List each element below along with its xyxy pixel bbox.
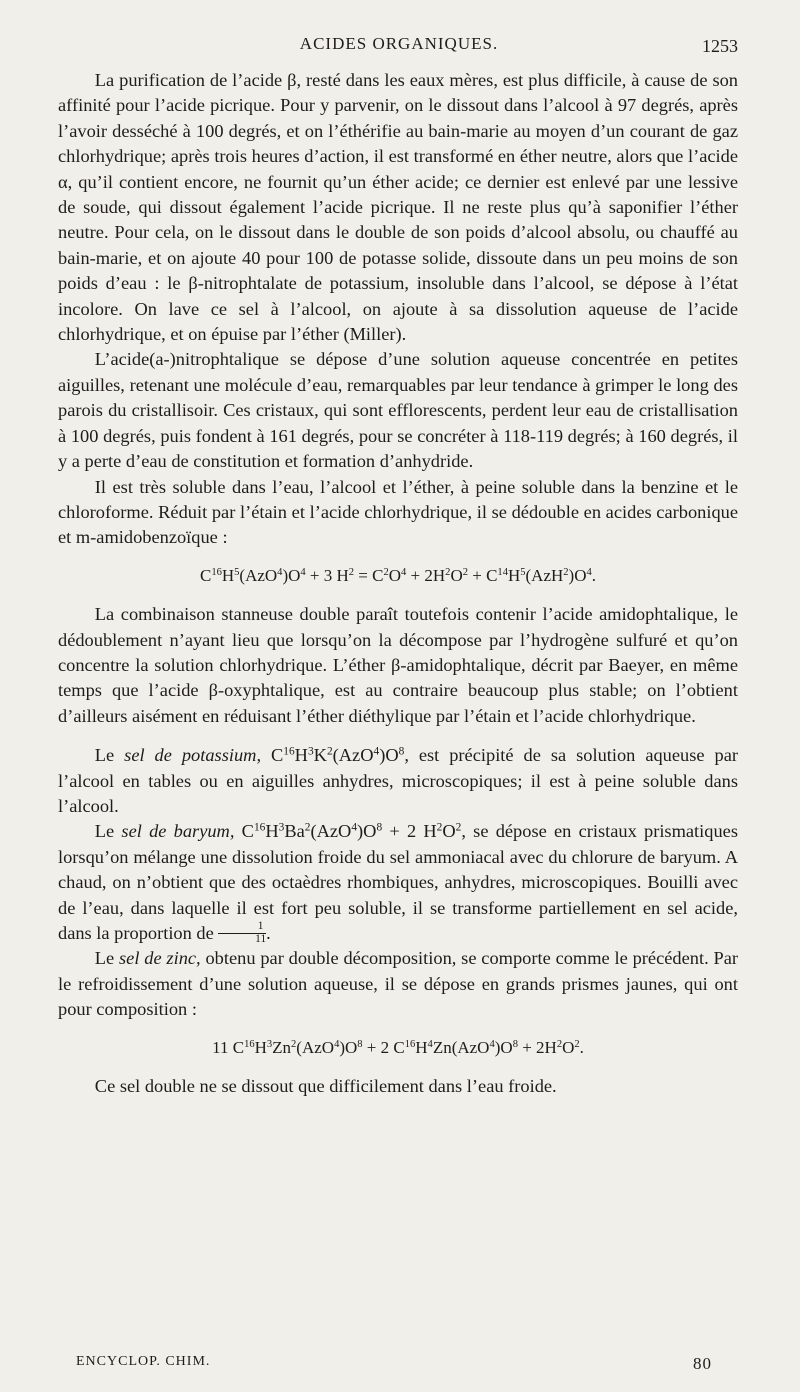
page-footer [76, 1354, 712, 1376]
paragraph-sel-zinc: Le sel de zinc, obtenu par double décomposition, se comporte comme le précédent. Par le refroidissement d’une solution aqueuse, il se dépose en grands prismes jaunes, qui ont pour composition : [58, 948, 738, 1020]
sheet-number: 80 [693, 1354, 712, 1373]
zinc-salt-formula: 11 $C^{16}H^3Zn^2(AzO^4)O^8 + 2$ $C^{16}H^4Zn(AzO^4)O^8 + 2H^2O^2$. [212, 1037, 584, 1057]
paragraph-amidophtalique: La combinaison stanneuse double paraît toutefois contenir l’acide amidophtalique, le dédoublement n’ayant lieu que lorsqu’on la décompose par l’hydrogène sulfuré et qu’on concentre la solution chlorhydrique. L’éther β-amidophtalique, décrit par Baeyer, en même temps que l’acide β-oxyphtalique, est au contraire beaucoup plus stable; on l’obtient d’ailleurs aisément en réduisant l’éther diéthylique par l’étain et l’acide chlorhydrique. [58, 604, 738, 726]
paragraph-nitrophtalique: L’acide(a-)nitrophtalique se dépose d’une solution aqueuse concentrée en petites aiguilles, retenant une molécule d’eau, remarquables par leur tendance à grimper le long des parois du cristallisoir. Ces cristaux, qui sont efflorescents, perdent leur eau de cristallisation à 100 degrés, puis fondent à 161 degrés, pour se concréter à 118-119 degrés; à 160 degrés, il y a perte d’eau de constitution et formation d’anhydride. [58, 349, 738, 472]
reduction-equation: $C^{16}H^5(AzO^4)O^4 + 3$ $H^2 = C^2O^4 + 2H^2O^2 + C^{14}H^5(AzH^2)O^4$. [199, 565, 596, 585]
text-body [58, 68, 738, 1099]
running-header [60, 34, 738, 60]
fraction-one-eleventh: $\frac{1}{11}$ [218, 921, 266, 945]
page-number: 1253 [702, 36, 738, 56]
signature-mark: ENCYCLOP. CHIM. [76, 1354, 211, 1369]
paragraph-sel-potassium: Le sel de potassium, $C^{16}H^3K^2(AzO^4)O^8$, est précipité de sa solution aqueuse par l’alcool en tables ou en aiguilles anhydres, microscopiques; il est à peine soluble dans l’alcool. [58, 745, 738, 816]
paragraph-purification: La purification de l’acide β, resté dans les eaux mères, est plus difficile, à cause de son affinité pour l’acide picrique. Pour y parvenir, on le dissout dans l’alcool à 97 degrés, après l’avoir desséché à 100 degrés, et on l’éthérifie au bain-marie au moyen d’un courant de gaz chlorhydrique; après trois heures d’action, il est transformé en éther neutre, alors que l’acide α, qu’il contient encore, ne fournit qu’un éther acide; ce dernier est enlevé par une lessive de soude, qui dissout également l’acide picrique. Il ne reste plus qu’à saponifier l’éther neutre. Pour cela, on le dissout dans le double de son poids d’alcool absolu, ou chauffé au bain-marie, et on ajoute 40 pour 100 de potasse solide, dissoute dans un peu moins de son poids d’eau : le β-nitrophtalate de potassium, insoluble dans l’alcool, se dépose à l’état incolore. On lave ce sel à l’alcool, on ajoute à sa dissolution aqueuse de l’acide chlorhydrique, et on épuise par l’éther (Miller). [58, 70, 738, 345]
paragraph-solubilite: Il est très soluble dans l’eau, l’alcool et l’éther, à peine soluble dans la benzine et le chloroforme. Réduit par l’étain et l’acide chlorhydrique, il se dédouble en acides carbonique et m-amidobenzoïque : [58, 476, 738, 548]
header-title: ACIDES ORGANIQUES. [299, 34, 499, 53]
paragraph-sel-double: Ce sel double ne se dissout que difficilement dans l’eau froide. [94, 1076, 557, 1097]
paragraph-sel-baryum: Le sel de baryum, $C^{16}H^3Ba^2(AzO^4)O^8 + 2$ $H^2O^2$, se dépose en cristaux prismatiques lorsqu’on mélange une dissolution froide du sel ammoniacal avec du chlorure de baryum. A chaud, on n’obtient que des octaèdres rhombiques, anhydres, microscopiques. Bouilli avec de l’eau, dans laquelle il est fort peu soluble, il se transforme partiellement en sel acide, dans la proportion de $\frac{1}{11}$ . [58, 821, 738, 945]
